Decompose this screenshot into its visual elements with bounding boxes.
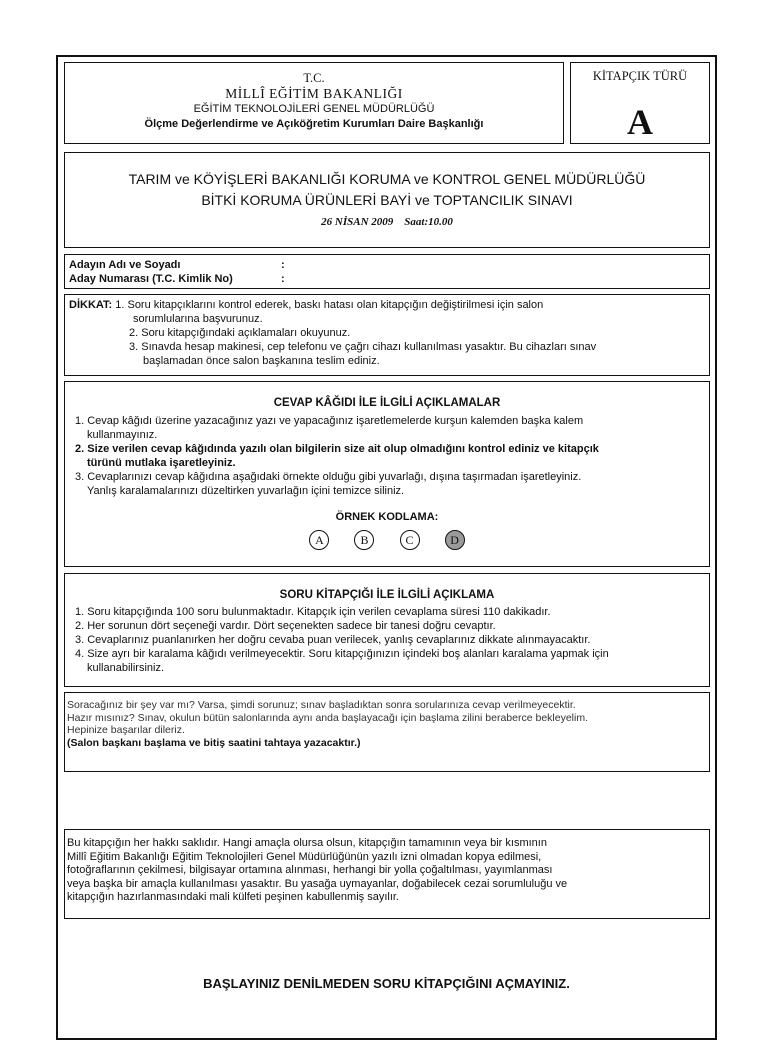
- attention-item-1-cont: sorumlularına başvurunuz.: [133, 313, 263, 325]
- example-coding-bubbles: [65, 530, 709, 550]
- exam-title-line2: BİTKİ KORUMA ÜRÜNLERİ BAYİ ve TOPTANCILIK SINAVI: [201, 192, 573, 208]
- questions-prompt-box: [64, 692, 710, 772]
- example-bubble-a: A: [309, 530, 329, 550]
- questions-prompt-line-3: Hepinize başarılar dileriz.: [67, 724, 185, 736]
- question-booklet-line-4: 4. Size ayrı bir karalama kâğıdı verilmeyecektir. Soru kitapçığınızın içindeki boş alanları karalama yapmak için: [75, 648, 609, 660]
- exam-date-time: [65, 211, 709, 233]
- do-not-open-warning: BAŞLAYINIZ DENİLMEDEN SORU KİTAPÇIĞINI AÇMAYINIZ.: [203, 976, 570, 991]
- header-ministry: MİLLÎ EĞİTİM BAKANLIĞI: [225, 86, 403, 101]
- example-bubble-b: B: [354, 530, 374, 550]
- example-coding-label: ÖRNEK KODLAMA:: [335, 511, 439, 523]
- ministry-header: [64, 62, 564, 144]
- copyright-line-3: fotoğraflarının çekilmesi, bilgisayar ortamına alınması, herhangi bir yolla çoğaltılması, yayımlanması: [67, 864, 553, 876]
- copyright-line-4: veya başka bir amaçla kullanılması yasaktır. Bu yasağa uymayanlar, doğabilecek cezai sorumluluğu ve: [67, 877, 568, 890]
- answer-sheet-line-1-cont: kullanmayınız.: [87, 429, 158, 441]
- booklet-type-box: [570, 62, 710, 144]
- attention-box: [64, 294, 710, 376]
- candidate-info-box: [64, 254, 710, 289]
- copyright-line-2: Millî Eğitim Bakanlığı Eğitim Teknolojileri Genel Müdürlüğünün yazılı izni olmadan kopya edilmesi,: [67, 850, 542, 863]
- question-booklet-line-3: 3. Cevaplarınız puanlanırken her doğru cevaba puan verilecek, yanlış cevaplarınız dikkate alınmayacaktır.: [75, 634, 591, 646]
- copyright-line-1: Bu kitapçığın her hakkı saklıdır. Hangi amaçla olursa olsun, kitapçığın tamamının veya bir kısmının: [67, 837, 547, 849]
- answer-sheet-line-2: 2. Size verilen cevap kâğıdında yazılı olan bilgilerin size ait olup olmadığını kontrol ediniz ve kitapçık: [75, 443, 599, 455]
- candidate-number-colon: :: [281, 273, 285, 285]
- answer-sheet-line-1: 1. Cevap kâğıdı üzerine yazacağınız yazı ve yapacağınız işaretlemelerde kurşun kalemden başka kalem: [75, 415, 584, 427]
- attention-heading: DİKKAT:: [69, 299, 113, 311]
- answer-sheet-line-3-cont: Yanlış karalamalarınızı düzeltirken yuvarlağın içini temizce siliniz.: [87, 485, 405, 497]
- exam-title-box: [64, 152, 710, 248]
- exam-title-line1: TARIM ve KÖYİŞLERİ BAKANLIĞI KORUMA ve KONTROL GENEL MÜDÜRLÜĞÜ: [128, 171, 646, 187]
- booklet-type-label: KİTAPÇIK TÜRÜ: [592, 69, 688, 83]
- answer-sheet-line-2-cont: türünü mutlaka işaretleyiniz.: [87, 457, 236, 469]
- questions-prompt-line-1: Soracağınız bir şey var mı? Varsa, şimdi sorunuz; sınav başladıktan sonra sorularınıza cevap verilmeyecektir.: [67, 699, 576, 711]
- candidate-name-label: Adayın Adı ve Soyadı: [69, 259, 181, 271]
- question-booklet-heading: SORU KİTAPÇIĞI İLE İLGİLİ AÇIKLAMA: [279, 589, 495, 601]
- questions-prompt-note: (Salon başkanı başlama ve bitiş saatini tahtaya yazacaktır.): [67, 736, 361, 749]
- question-booklet-line-2: 2. Her sorunun dört seçeneği vardır. Dört seçenekten sadece bir tanesi doğru cevaptır.: [75, 620, 496, 632]
- answer-sheet-line-3: 3. Cevaplarınızı cevap kâğıdına aşağıdaki örnekte olduğu gibi yuvarlağı, dışına taşırmadan işaretleyiniz.: [75, 471, 582, 483]
- questions-prompt-line-2: Hazır mısınız? Sınav, okulun bütün salonlarında aynı anda başlayacağı için başlama zilini beraberce bekleyelim.: [67, 711, 589, 724]
- copyright-line-5: kitapçığın hazırlanmasındaki mali külfeti peşinen kabullenmiş sayılır.: [67, 891, 399, 903]
- answer-sheet-heading: CEVAP KÂĞIDI İLE İLGİLİ AÇIKLAMALAR: [273, 397, 501, 409]
- candidate-number-row: [69, 272, 709, 286]
- booklet-type-value: A: [627, 102, 653, 142]
- attention-item-3-cont: başlamadan önce salon başkanına teslim ediniz.: [143, 355, 380, 367]
- candidate-name-row: [69, 258, 709, 272]
- answer-sheet-box: [64, 381, 710, 567]
- copyright-box: [64, 829, 710, 919]
- attention-item-3: 3. Sınavda hesap makinesi, cep telefonu ve çağrı cihazı kullanılması yasaktır. Bu cihazları sınav: [129, 341, 597, 353]
- attention-item-2: 2. Soru kitapçığındaki açıklamaları okuyunuz.: [129, 327, 351, 339]
- example-bubble-c: C: [400, 530, 420, 550]
- attention-item-1: 1. Soru kitapçıklarını kontrol ederek, baskı hatası olan kitapçığın değiştirilmesi için salon: [115, 299, 544, 311]
- question-booklet-box: [64, 573, 710, 687]
- candidate-name-colon: :: [281, 259, 285, 271]
- header-tc: T.C.: [303, 71, 325, 85]
- example-bubble-d-marked: D: [445, 530, 465, 550]
- exam-date: 26 NİSAN 2009: [321, 216, 394, 228]
- candidate-number-label: Aday Numarası (T.C. Kimlik No): [69, 273, 233, 285]
- exam-time: Saat:10.00: [404, 216, 453, 228]
- question-booklet-line-1: 1. Soru kitapçığında 100 soru bulunmaktadır. Kitapçık için verilen cevaplama süresi 110 dakikadır.: [75, 606, 551, 618]
- header-department: Ölçme Değerlendirme ve Açıköğretim Kurumları Daire Başkanlığı: [144, 118, 484, 130]
- question-booklet-line-4-cont: kullanabilirsiniz.: [87, 662, 165, 674]
- header-directorate: EĞİTİM TEKNOLOJİLERİ GENEL MÜDÜRLÜĞÜ: [193, 103, 435, 115]
